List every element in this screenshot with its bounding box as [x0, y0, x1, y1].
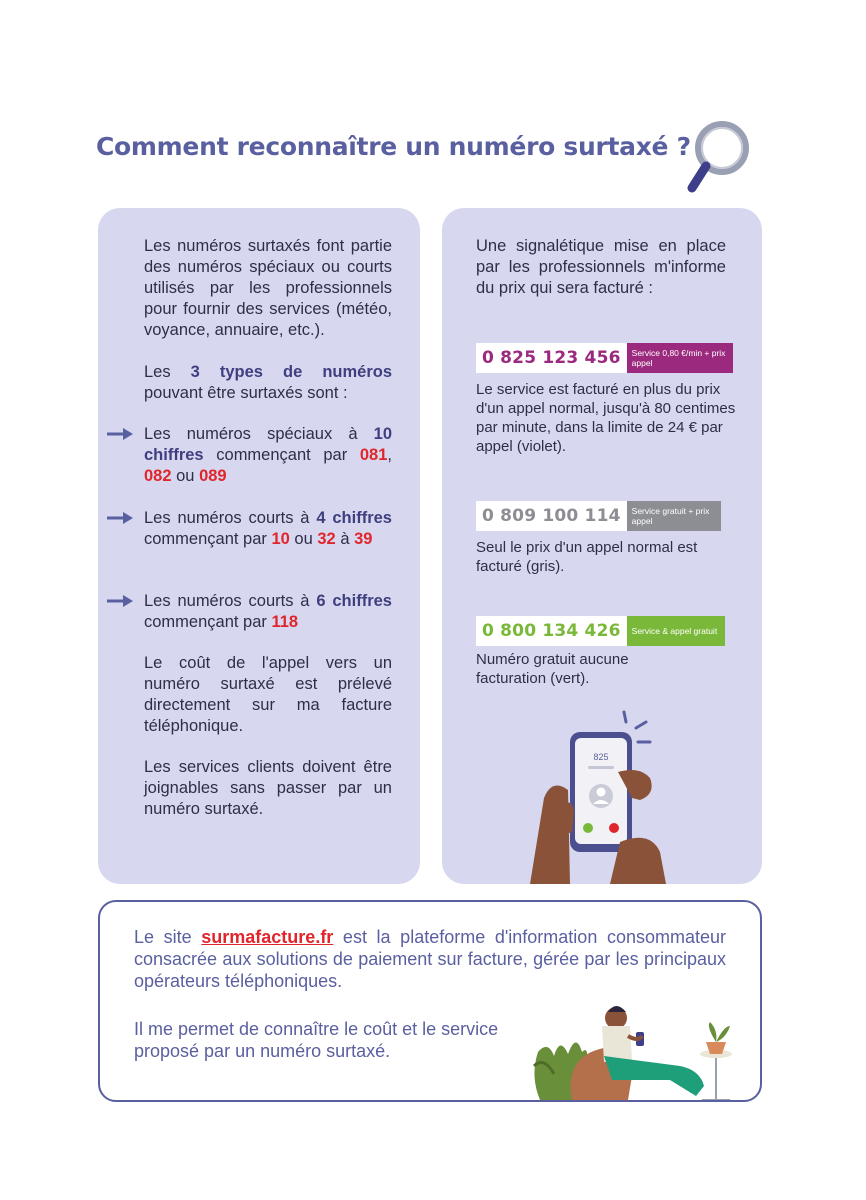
bullet-6-digits: Les numéros courts à 6 chiffres commençant par 118: [144, 592, 392, 631]
types-text: Les 3 types de numéros pouvant être surtaxés sont :: [144, 363, 392, 402]
arrow-icon: [106, 594, 134, 608]
site-link[interactable]: surmafacture.fr: [201, 927, 334, 947]
site-purpose: Il me permet de connaître le coût et le service proposé par un numéro surtaxé.: [134, 1019, 499, 1061]
page-title: Comment reconnaître un numéro surtaxé ?: [96, 132, 691, 161]
bullet-10-digits: Les numéros spéciaux à 10 chiffres commençant par 081, 082 ou 089: [144, 425, 392, 485]
arrow-icon: [106, 427, 134, 441]
cost-text: Le coût de l'appel vers un numéro surtaxé est prélevé directement sur ma facture téléphonique.: [144, 654, 392, 735]
person-with-phone-illustration: [520, 996, 756, 1100]
badge-violet-desc: Le service est facturé en plus du prix d'un appel normal, jusqu'à 80 centimes par minute, dans la limite de 24 € par appel (violet).: [476, 381, 736, 455]
badge-tag: Service gratuit + prix appel: [627, 501, 721, 531]
badge-tag: Service & appel gratuit: [627, 616, 725, 646]
site-description: Le site surmafacture.fr est la plateforme d'information consommateur consacrée aux solutions de paiement sur facture, gérée par les principaux opérateurs téléphoniques.: [134, 927, 726, 991]
phone-hand-illustration: [500, 702, 670, 884]
badge-number: 0 809 100 114: [482, 506, 621, 526]
badge-tag: Service 0,80 €/min + prix appel: [627, 343, 733, 373]
clients-text: Les services clients doivent être joignables sans passer par un numéro surtaxé.: [144, 758, 392, 818]
bullet-4-digits: Les numéros courts à 4 chiffres commençant par 10 ou 32 à 39: [144, 509, 392, 548]
badge-green-desc: Numéro gratuit aucune facturation (vert).: [476, 651, 629, 687]
arrow-icon: [106, 511, 134, 525]
intro-text: Les numéros surtaxés font partie des numéros spéciaux ou courts utilisés par les professionnels pour fournir des services (météo, voyance, annuaire, etc.).: [144, 237, 392, 339]
badge-gray-desc: Seul le prix d'un appel normal est facturé (gris).: [476, 539, 698, 575]
phone-screen-number: 825: [593, 752, 609, 762]
badge-green: [476, 616, 725, 646]
badge-violet: [476, 343, 733, 373]
badge-number: 0 825 123 456: [482, 348, 621, 368]
badge-gray: [476, 501, 721, 531]
magnifier-icon: [676, 112, 756, 202]
signage-intro: Une signalétique mise en place par les professionnels m'informe du prix qui sera facturé :: [476, 237, 726, 297]
badge-number: 0 800 134 426: [482, 621, 621, 641]
